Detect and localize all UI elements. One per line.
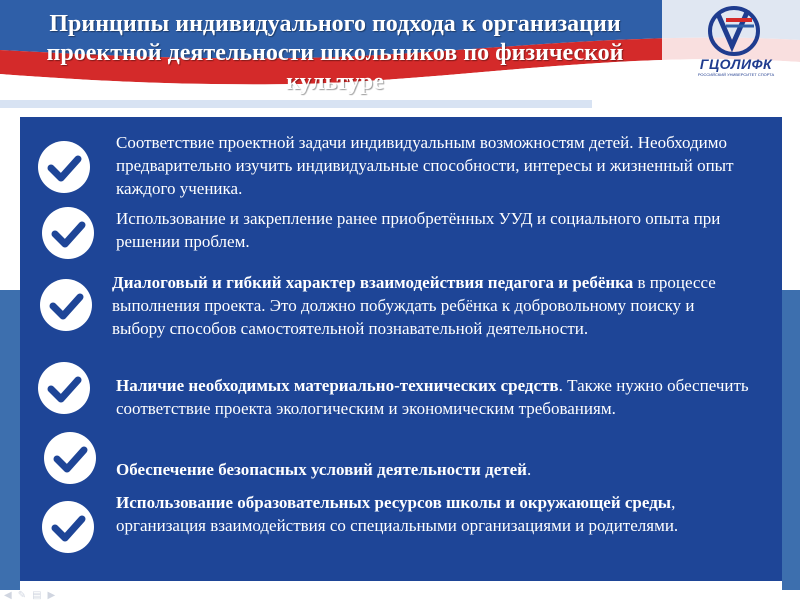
logo-subtitle: РОССИЙСКИЙ УНИВЕРСИТЕТ СПОРТА	[697, 72, 775, 77]
checkmark-icon	[42, 207, 94, 259]
university-emblem-icon	[704, 6, 768, 56]
principle-text	[116, 458, 756, 481]
checkmark-icon	[38, 362, 90, 414]
principle-body: .	[526, 460, 532, 479]
checkmark-icon	[44, 432, 96, 484]
principle-text	[116, 491, 756, 537]
principle-body: . Также нужно обеспечить соответствие проекта экологическим и экономическим требованиям.	[116, 376, 749, 418]
principle-bold: Наличие необходимых материально-технических средств	[116, 376, 559, 395]
principle-body: в процессе выполнения проекта. Это должно побуждать ребёнка к добровольному поиску и выбору способов самостоятельной познавательной деятельности.	[112, 273, 716, 338]
principle-bold: Использование образовательных ресурсов школы и окружающей среды	[116, 493, 672, 512]
left-accent-stripe	[0, 290, 20, 590]
logo-name: ГЦОЛИФК	[699, 56, 773, 72]
gtsolifk-logo	[682, 6, 790, 82]
header-banner	[0, 0, 800, 108]
principle-body: Соответствие проектной задачи индивидуальным возможностям детей. Необходимо предварительно изучить индивидуальные способности, интересы и жизненный опыт каждого ученика.	[116, 133, 734, 198]
principle-text	[112, 271, 752, 340]
checkmark-icon	[38, 141, 90, 193]
checkmark-icon	[42, 501, 94, 553]
principle-body: , организация взаимодействия со специальными организациями и родителями.	[116, 493, 679, 535]
principles-panel	[20, 117, 782, 581]
principle-bold: Диалоговый и гибкий характер взаимодействия педагога и ребёнка	[112, 273, 634, 292]
principle-text	[116, 131, 756, 200]
slideshow-controls	[4, 590, 55, 602]
right-accent-stripe	[782, 290, 800, 590]
principle-body: Использование и закрепление ранее приобретённых УУД и социального опыта при решении проблем.	[116, 209, 721, 251]
pen-icon[interactable]: ✎	[17, 590, 27, 601]
principle-bold: Обеспечение безопасных условий деятельности детей	[116, 460, 527, 479]
principle-text	[116, 374, 756, 420]
checkmark-icon	[40, 279, 92, 331]
nav-forward-icon[interactable]: ▶	[47, 590, 56, 601]
slide-title: Принципы индивидуального подхода к организации проектной деятельности школьников по физической культуре	[46, 11, 624, 95]
slides-icon[interactable]: ▤	[32, 590, 42, 601]
nav-back-icon[interactable]: ◀	[4, 590, 12, 601]
principle-text	[116, 207, 756, 253]
